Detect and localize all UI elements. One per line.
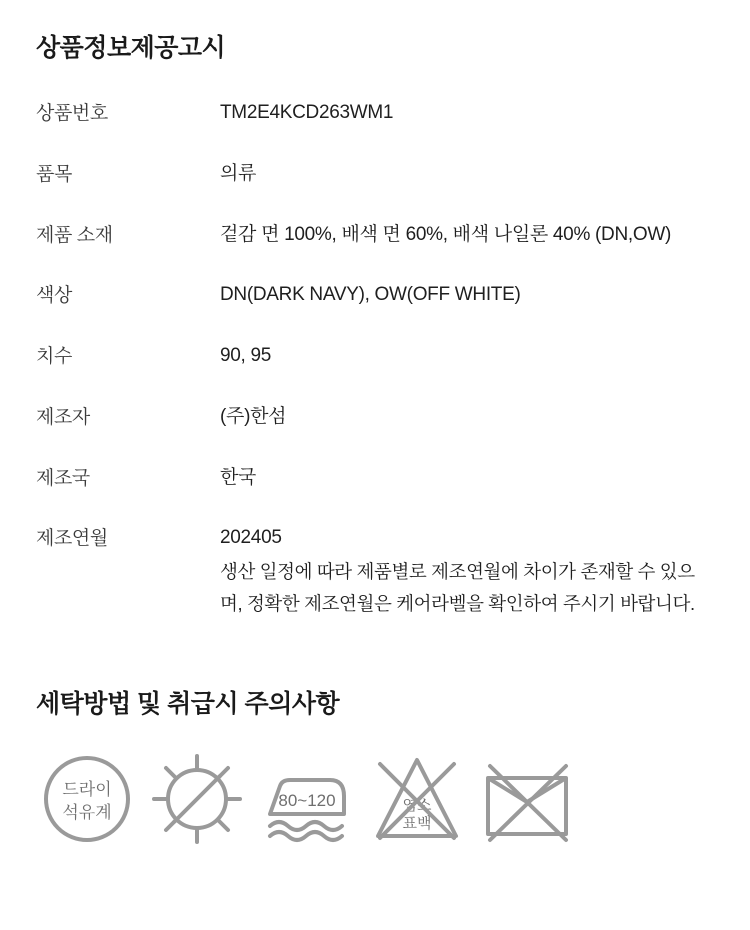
- row-value-color: DN(DARK NAVY), OW(OFF WHITE): [220, 284, 521, 306]
- care-icon-list: [36, 752, 714, 846]
- product-info-table: [36, 98, 714, 620]
- row-label-product-number: 상품번호: [36, 103, 108, 124]
- row-value-manufacture-date: [220, 523, 714, 619]
- no-machine-wash-icon: [480, 752, 574, 846]
- row-label-material: 제품 소재: [36, 224, 113, 246]
- row-label-country: 제조국: [36, 467, 90, 489]
- dry-clean-line1: 드라이: [62, 779, 112, 799]
- manufacture-date-value: 202405: [220, 527, 282, 549]
- bleach-line2: 표백: [402, 814, 432, 832]
- table-row: [36, 220, 714, 281]
- table-row: [36, 98, 714, 159]
- page-title: 상품정보제공고시: [36, 34, 226, 62]
- row-value-material: 겉감 면 100%, 배색 면 60%, 배색 나일론 40% (DN,OW): [220, 223, 671, 245]
- row-label-manufacturer: 제조자: [36, 406, 90, 428]
- dry-clean-line2: 석유계: [62, 802, 112, 822]
- row-value-item-type: 의류: [220, 162, 257, 184]
- row-value-country: 한국: [220, 466, 257, 488]
- manufacture-date-note: 생산 일정에 따라 제품별로 제조연월에 차이가 존재할 수 있으며, 정확한 제조연월은 케어라벨을 확인하여 주시기 바랍니다.: [220, 561, 695, 614]
- table-row: [36, 280, 714, 341]
- iron-80-120-icon: [260, 752, 354, 846]
- dry-clean-petroleum-icon: [40, 752, 134, 846]
- care-section-title: 세탁방법 및 취급시 주의사항: [36, 689, 340, 718]
- no-tumble-dry-sun-icon: [150, 752, 244, 846]
- iron-temp-label: 80~120: [278, 790, 336, 810]
- row-value-product-number: TM2E4KCD263WM1: [220, 102, 394, 123]
- row-label-color: 색상: [36, 285, 72, 307]
- row-value-manufacturer: (주)한섬: [220, 405, 287, 427]
- no-chlorine-bleach-icon: [370, 752, 464, 846]
- row-value-size: 90, 95: [220, 345, 272, 367]
- table-row: [36, 463, 714, 524]
- bleach-line1: 염소: [402, 796, 432, 814]
- table-row: [36, 159, 714, 220]
- row-label-manufacture-date: 제조연월: [36, 528, 108, 550]
- table-row: [36, 523, 714, 619]
- table-row: [36, 402, 714, 463]
- row-label-item-type: 품목: [36, 163, 72, 185]
- table-row: [36, 341, 714, 402]
- row-label-size: 치수: [36, 346, 72, 368]
